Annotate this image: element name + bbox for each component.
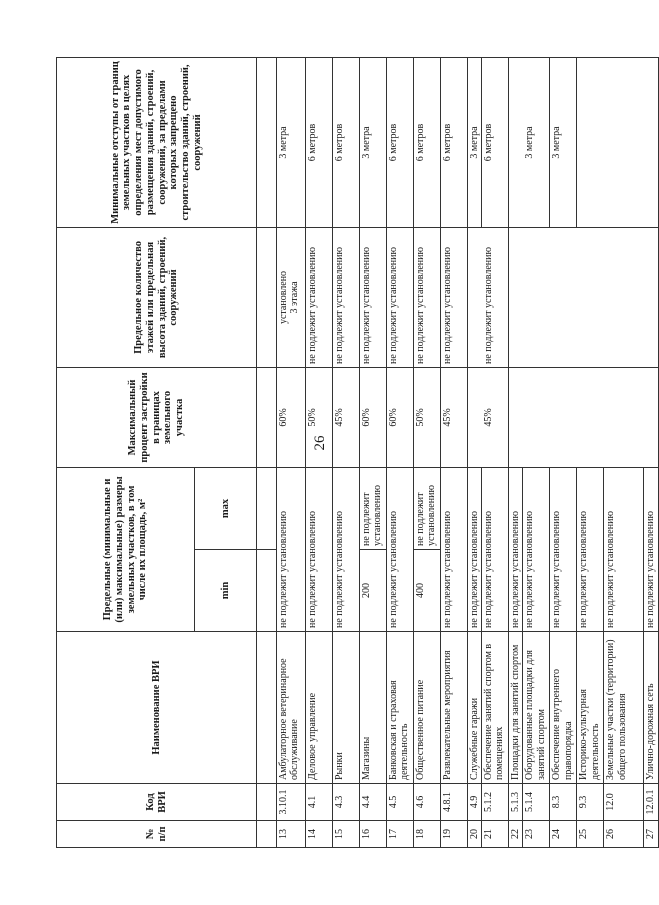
header-max: max xyxy=(195,467,257,549)
cell-code: 4.4 xyxy=(360,784,387,821)
cell-size: не подлежит установлению xyxy=(550,467,577,631)
cell-code: 12.0.1 xyxy=(644,784,658,821)
cell-code: 4.5 xyxy=(387,784,414,821)
header-name: Наименование ВРИ xyxy=(57,632,257,784)
table-row xyxy=(387,57,414,847)
cell-num: 26 xyxy=(604,821,644,848)
rotated-page xyxy=(56,58,657,848)
zoning-table xyxy=(56,57,659,848)
cell-pct: 45% xyxy=(333,367,360,467)
cell-pct: 60% xyxy=(360,367,387,467)
header-size: Предельные (минимальные и (или) максимальные) размеры земельных участков, в том числе их площадь, м² xyxy=(57,467,195,631)
table-row xyxy=(509,57,523,847)
cell-name: Рынки xyxy=(333,632,360,784)
cell-max: не подлежит установлению xyxy=(414,467,441,549)
cell-name: Улично-дорожная сеть xyxy=(644,632,658,784)
cell-indent: 6 метров xyxy=(482,57,509,227)
cell-floors xyxy=(277,227,306,367)
cell-pct: 50% xyxy=(306,367,333,467)
table-row xyxy=(306,57,333,847)
cell-size: не подлежит установлению xyxy=(482,467,509,631)
cell-num: 16 xyxy=(360,821,387,848)
cell-size: не подлежит установлению xyxy=(604,467,644,631)
header-pct: Максимальный процент застройки в границах земельного участка xyxy=(57,367,257,467)
cell-code: 8.3 xyxy=(550,784,577,821)
cell-pct-empty xyxy=(509,367,658,467)
cell-floors-value: 3 этажа xyxy=(289,281,301,314)
cell-pct: 60% xyxy=(387,367,414,467)
cell-code: 3.10.1 xyxy=(277,784,306,821)
cell-code: 5.1.3 xyxy=(509,784,523,821)
cell-floors: не подлежит установлению xyxy=(360,227,387,367)
cell-num: 21 xyxy=(482,821,509,848)
header-spacer xyxy=(257,784,277,821)
cell-code: 9.3 xyxy=(577,784,604,821)
cell-indent: 6 метров xyxy=(414,57,441,227)
table-row xyxy=(441,57,468,847)
cell-indent: 3 метра xyxy=(360,57,387,227)
cell-size: не подлежит установлению xyxy=(333,467,360,631)
cell-code: 4.8.1 xyxy=(441,784,468,821)
cell-name: Оборудованные площадки для занятий спортом xyxy=(523,632,550,784)
cell-size: не подлежит установлению xyxy=(441,467,468,631)
cell-name: Обеспечение занятий спортом в помещениях xyxy=(482,632,509,784)
cell-indent: 6 метров xyxy=(306,57,333,227)
cell-code: 5.1.4 xyxy=(523,784,550,821)
header-spacer xyxy=(257,467,277,549)
cell-indent: 3 метра xyxy=(277,57,306,227)
cell-name: Амбулаторное ветеринарное обслуживание xyxy=(277,632,306,784)
cell-num: 27 xyxy=(644,821,658,848)
header-spacer xyxy=(257,821,277,848)
cell-indent: 3 метра xyxy=(509,57,550,227)
cell-name: Общественное питание xyxy=(414,632,441,784)
cell-name: Служебные гаражи xyxy=(468,632,482,784)
cell-floors: не подлежит установлению xyxy=(333,227,360,367)
cell-indent-empty xyxy=(577,57,658,227)
cell-num: 24 xyxy=(550,821,577,848)
cell-code: 4.1 xyxy=(306,784,333,821)
header-spacer xyxy=(257,632,277,784)
table-row xyxy=(277,57,306,847)
cell-floors: не подлежит установлению xyxy=(468,227,509,367)
header-spacer xyxy=(257,367,277,467)
cell-code: 5.1.2 xyxy=(482,784,509,821)
cell-floors: не подлежит установлению xyxy=(414,227,441,367)
header-floors: Предельное количество этажей или предельная высота зданий, строений, сооружений xyxy=(57,227,257,367)
cell-name: Обеспечение внутреннего правопорядка xyxy=(550,632,577,784)
cell-name: Развлекательные мероприятия xyxy=(441,632,468,784)
table-row xyxy=(333,57,360,847)
cell-name: Деловое управление xyxy=(306,632,333,784)
cell-code: 4.6 xyxy=(414,784,441,821)
cell-name: Земельные участки (территории) общего пользования xyxy=(604,632,644,784)
cell-indent: 6 метров xyxy=(441,57,468,227)
table-row xyxy=(360,57,387,847)
cell-num: 18 xyxy=(414,821,441,848)
cell-indent: 3 метра xyxy=(550,57,577,227)
cell-name: Банковская и страховая деятельность xyxy=(387,632,414,784)
cell-floors-top: установлено xyxy=(278,270,289,325)
cell-num: 22 xyxy=(509,821,523,848)
table-row xyxy=(468,57,482,847)
cell-num: 14 xyxy=(306,821,333,848)
cell-code: 12.0 xyxy=(604,784,644,821)
cell-min: 400 xyxy=(414,550,441,632)
cell-name: Историко-культурная деятельность xyxy=(577,632,604,784)
cell-size: не подлежит установлению xyxy=(577,467,604,631)
cell-size: не подлежит установлению xyxy=(523,467,550,631)
header-spacer xyxy=(257,550,277,632)
cell-num: 23 xyxy=(523,821,550,848)
cell-size: не подлежит установлению xyxy=(387,467,414,631)
cell-floors-empty xyxy=(509,227,658,367)
cell-code: 4.3 xyxy=(333,784,360,821)
cell-code: 4.9 xyxy=(468,784,482,821)
cell-pct: 50% xyxy=(414,367,441,467)
page-number: 26 xyxy=(312,435,328,451)
cell-name: Площадки для занятий спортом xyxy=(509,632,523,784)
cell-num: 19 xyxy=(441,821,468,848)
cell-pct: 45% xyxy=(441,367,468,467)
cell-floors: не подлежит установлению xyxy=(441,227,468,367)
cell-indent: 3 метра xyxy=(468,57,482,227)
cell-indent: 6 метров xyxy=(333,57,360,227)
cell-size: не подлежит установлению xyxy=(509,467,523,631)
cell-num: 20 xyxy=(468,821,482,848)
header-spacer xyxy=(257,57,277,227)
cell-size: не подлежит установлению xyxy=(644,467,658,631)
cell-num: 25 xyxy=(577,821,604,848)
cell-size: не подлежит установлению xyxy=(277,467,306,631)
header-num: № п/п xyxy=(57,821,257,848)
header-indent: Минимальные отступы от границ земельных участков в целях определения мест допустимого размещения зданий, строений, сооружений, за пределами которых запрещено строительство зданий, строений, сооружений xyxy=(57,57,257,227)
header-code: Код ВРИ xyxy=(57,784,257,821)
header-min: min xyxy=(195,550,257,632)
cell-pct: 60% xyxy=(277,367,306,467)
cell-min: 200 xyxy=(360,550,387,632)
cell-floors: не подлежит установлению xyxy=(387,227,414,367)
cell-size: не подлежит установлению xyxy=(306,467,333,631)
cell-num: 13 xyxy=(277,821,306,848)
cell-max: не подлежит установлению xyxy=(360,467,387,549)
header-spacer xyxy=(257,227,277,367)
cell-floors: не подлежит установлению xyxy=(306,227,333,367)
table-row xyxy=(414,57,441,847)
cell-size: не подлежит установлению xyxy=(468,467,482,631)
cell-indent: 6 метров xyxy=(387,57,414,227)
cell-num: 17 xyxy=(387,821,414,848)
cell-num: 15 xyxy=(333,821,360,848)
cell-pct: 45% xyxy=(468,367,509,467)
cell-name: Магазины xyxy=(360,632,387,784)
